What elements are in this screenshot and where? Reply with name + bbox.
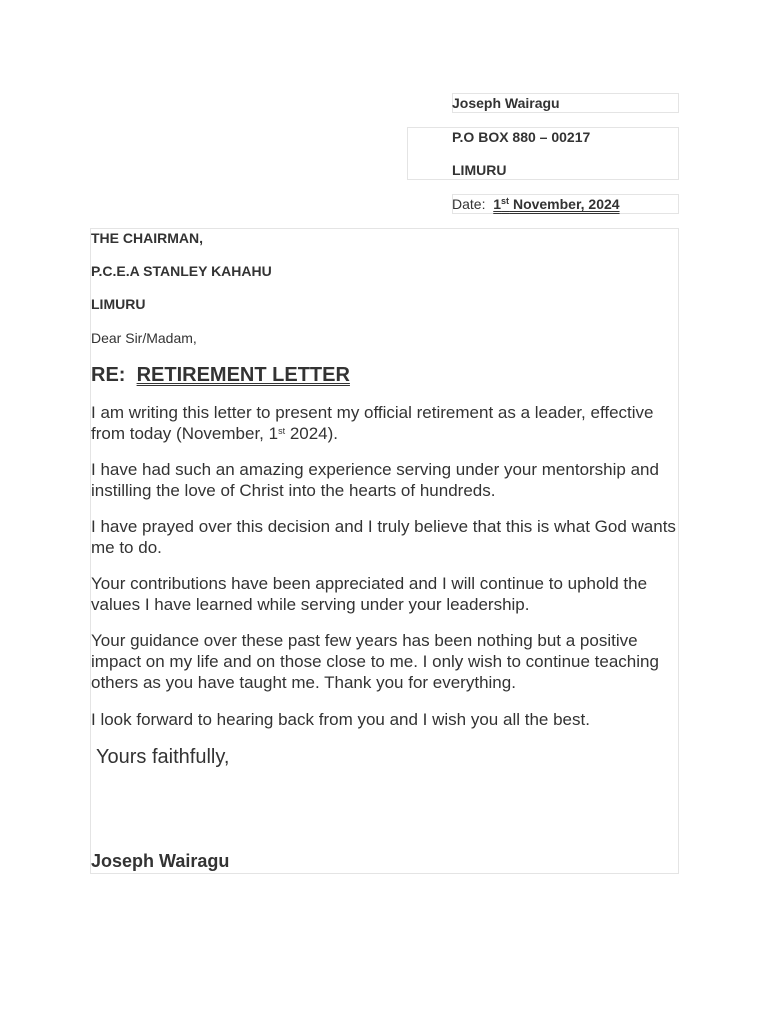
body-paragraph-6: I look forward to hearing back from you and I wish you all the best. (91, 710, 590, 729)
subject-line (91, 363, 350, 387)
sender-address-line1: P.O BOX 880 – 00217 (452, 129, 591, 145)
recipient-line2: P.C.E.A STANLEY KAHAHU (91, 263, 272, 279)
date-day: 1 (493, 196, 502, 212)
body-paragraph-1-text: I am writing this letter to present my official retirement as a leader, effective from today (November, 1 (91, 403, 654, 443)
body-paragraph-1-end: 2024). (285, 424, 339, 443)
subject-prefix: RE: (91, 364, 126, 386)
sender-name: Joseph Wairagu (452, 95, 560, 111)
date-label: Date: (452, 196, 486, 212)
subject-title: RETIREMENT LETTER (136, 364, 350, 386)
salutation: Dear Sir/Madam, (91, 330, 197, 346)
body-paragraph-2: I have had such an amazing experience serving under your mentorship and instilling the love of Christ into the hearts of hundreds. (91, 460, 659, 500)
body-paragraph-1 (91, 402, 681, 444)
signature-name: Joseph Wairagu (91, 851, 230, 871)
body-paragraph-5: Your guidance over these past few years has been nothing but a positive impact on my life and on those close to me. I only wish to continue teaching others as you have taught me. Thank you for everything. (91, 631, 659, 692)
closing: Yours faithfully, (96, 746, 230, 768)
body-paragraph-1-sup: st (278, 426, 286, 436)
body-paragraph-4: Your contributions have been appreciated and I will continue to uphold the values I have learned while serving under your leadership. (91, 574, 648, 614)
sender-address-line2: LIMURU (452, 162, 507, 178)
date-rest: November, 2024 (509, 196, 620, 212)
recipient-line1: THE CHAIRMAN, (91, 230, 203, 246)
date-suffix: st (501, 196, 510, 206)
body-paragraph-3: I have prayed over this decision and I truly believe that this is what God wants me to do. (91, 517, 676, 557)
recipient-line3: LIMURU (91, 296, 146, 312)
date-value (493, 196, 619, 212)
date-line (452, 195, 620, 213)
